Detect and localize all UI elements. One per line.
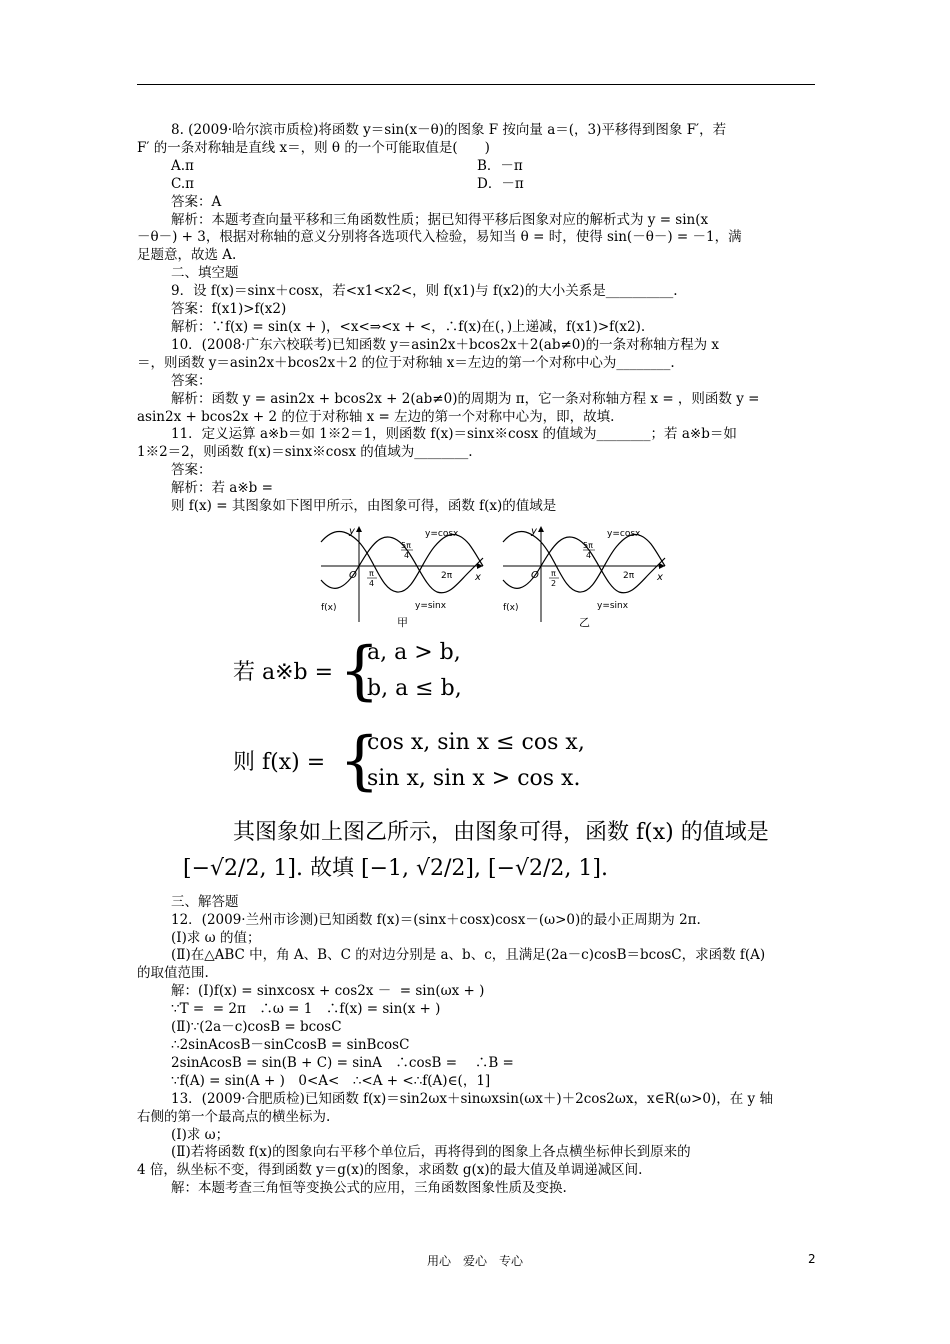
graph-yi bbox=[499, 522, 669, 634]
page-number: 2 bbox=[808, 1252, 816, 1266]
fig-jia-y-label: y bbox=[349, 525, 355, 537]
q8-stem-line2: F′ 的一条对称轴是直线 x＝，则 θ 的一个可能取值是( ) bbox=[137, 139, 490, 156]
piecewise-fx-case1: cos x, sin x ≤ cos x, bbox=[367, 729, 585, 755]
fig-yi-four: 4 bbox=[586, 550, 592, 560]
q13-part2-line2: 4 倍，纵坐标不变，得到函数 y＝g(x)的图象，求函数 g(x)的最大值及单调递减区间. bbox=[137, 1162, 643, 1179]
fig-yi-two: 2 bbox=[551, 578, 557, 588]
piecewise-a-b-case1: a, a > b, bbox=[367, 639, 461, 665]
fig-yi-y-label: y bbox=[531, 525, 537, 537]
fig-yi-x-label: x bbox=[657, 571, 663, 583]
q12-stem: 12．(2009·兰州市诊测)已知函数 f(x)＝(sinx＋cosx)cosx－(ω>0)的最小正周期为 2π. bbox=[171, 911, 701, 928]
graph-jia bbox=[317, 522, 487, 634]
q8-options-row2 bbox=[137, 176, 815, 194]
piecewise-fx-case2: sin x, sin x > cos x. bbox=[367, 765, 581, 791]
document-body bbox=[137, 122, 815, 1198]
q8-option-c: C.π bbox=[171, 175, 195, 192]
left-brace-icon: { bbox=[339, 633, 380, 708]
q8-explanation-line3: 足题意，故选 A. bbox=[137, 247, 237, 264]
q9-explanation: 解析：∵f(x) = sin(x + )，<x<⇒<x + <，∴f(x)在(，)上递减，f(x1)>f(x2). bbox=[171, 318, 646, 335]
q12-solution-line6: ∵f(A) = sin(A + ) 0<A< ∴<A + <∴f(A)∈(，1] bbox=[171, 1072, 491, 1089]
fig-jia-x-label: x bbox=[475, 571, 481, 583]
q13-part2-line1: (Ⅱ)若将函数 f(x)的图象向右平移个单位后，再将得到的图象上各点横坐标伸长到原来的 bbox=[171, 1144, 691, 1161]
fig-jia-sin-label: y=sinx bbox=[415, 600, 447, 611]
q13-part1: (Ⅰ)求 ω； bbox=[171, 1126, 230, 1143]
q10-stem-line1: 10．(2008·广东六校联考)已知函数 y＝asin2x＋bcos2x＋2(ab≠0)的一条对称轴方程为 x bbox=[171, 336, 720, 353]
q8-answer: 答案：A bbox=[171, 193, 222, 210]
q8-explanation-line1: 解析：本题考查向量平移和三角函数性质；据已知得平移后图象对应的解析式为 y = sin(x bbox=[171, 211, 709, 228]
graph-figures bbox=[137, 522, 815, 630]
fig-yi-pi: π bbox=[551, 568, 556, 578]
header-rule bbox=[137, 84, 815, 85]
q12-solution-line4: ∴2sinAcosB－sinCcosB = sinBcosC bbox=[171, 1037, 410, 1053]
q11-stem-line1: 11．定义运算 a※b＝如 1※2＝1，则函数 f(x)＝sinx※cosx 的值域为________；若 a※b＝如 bbox=[171, 426, 737, 443]
fig-jia-five-pi: 5π bbox=[401, 540, 411, 550]
q8-option-d: D．－π bbox=[477, 175, 524, 192]
section-fill-in-heading: 二、填空题 bbox=[171, 265, 239, 282]
fig-jia-four-b: 4 bbox=[369, 578, 375, 588]
q8-options-row1 bbox=[137, 158, 815, 176]
q12-solution-line5: 2sinAcosB = sin(B + C) = sinA ∴cosB = ∴B = bbox=[171, 1054, 519, 1071]
fig-jia-fx-label: f(x) bbox=[321, 602, 337, 613]
page-footer: 用心 爱心 专心 bbox=[426, 1254, 523, 1268]
q13-stem-line2: 右侧的第一个最高点的横坐标为. bbox=[137, 1108, 331, 1125]
graph-jia-svg bbox=[317, 522, 487, 628]
q11-explanation-line2: 则 f(x) = 其图象如下图甲所示，由图象可得，函数 f(x)的值域是 bbox=[171, 498, 557, 515]
fig-jia-four: 4 bbox=[404, 550, 410, 560]
fig-yi-five-pi: 5π bbox=[583, 540, 593, 550]
q12-part2-line2: 的取值范围. bbox=[137, 965, 209, 982]
fig-caption-yi: 乙 bbox=[579, 615, 590, 628]
q11-answer: 答案： bbox=[171, 462, 212, 479]
fig-jia-pi: π bbox=[369, 568, 374, 578]
fig-yi-fx-label: f(x) bbox=[503, 602, 519, 613]
q8-explanation-line2: －θ－) + 3，根据对称轴的意义分别将各选项代入检验，易知当 θ = 时，使得 sin(－θ－) = －1，满 bbox=[137, 229, 742, 246]
q10-answer: 答案： bbox=[171, 372, 212, 389]
q8-stem-line1: 8. (2009·哈尔滨市质检)将函数 y＝sin(x－θ)的图象 F 按向量 a＝(，3)平移得到图象 F′，若 bbox=[171, 122, 727, 138]
q9-answer: 答案：f(x1)>f(x2) bbox=[171, 301, 287, 318]
q13-solution-line1: 解：本题考查三角恒等变换公式的应用，三角函数图象性质及变换. bbox=[171, 1180, 567, 1197]
fig-caption-jia: 甲 bbox=[397, 615, 408, 628]
graph-yi-svg bbox=[499, 522, 669, 628]
q12-solution-line3: (Ⅱ)∵(2a－c)cosB = bcosC bbox=[171, 1019, 342, 1036]
fig-yi-two-pi: 2π bbox=[623, 570, 635, 581]
piecewise-a-b-lhs: 若 a※b = bbox=[233, 659, 334, 685]
left-brace-icon: { bbox=[339, 723, 380, 798]
fig-yi-cos-label: y=cosx bbox=[607, 528, 641, 539]
q9-stem: 9．设 f(x)＝sinx＋cosx，若<x1<x2<，则 f(x1)与 f(x2)的大小关系是__________. bbox=[171, 283, 678, 300]
fig-jia-origin: O bbox=[349, 569, 357, 581]
q10-stem-line2: ＝，则函数 y＝asin2x＋bcos2x＋2 的位于对称轴 x＝左边的第一个对称中心为________. bbox=[137, 354, 675, 371]
piecewise-fx-lhs: 则 f(x) = bbox=[233, 749, 326, 775]
formula-image-block bbox=[137, 633, 815, 881]
q13-stem-line1: 13．(2009·合肥质检)已知函数 f(x)＝sin2ωx＋sinωxsin(ωx＋)＋2cos2ωx，x∈R(ω>0)，在 y 轴 bbox=[171, 1090, 773, 1107]
range-conclusion-line2: [−√2/2, 1]. 故填 [−1, √2/2], [−√2/2, 1]. bbox=[183, 855, 608, 881]
fig-jia-two-pi: 2π bbox=[441, 570, 453, 581]
q12-solution-line1: 解：(Ⅰ)f(x) = sinxcosx + cos2x － = sin(ωx + ) bbox=[171, 983, 485, 1000]
q12-part2-line1: (Ⅱ)在△ABC 中，角 A、B、C 的对边分别是 a、b、c，且满足(2a－c)cosB＝bcosC，求函数 f(A) bbox=[171, 947, 766, 964]
section-answer-heading: 三、解答题 bbox=[171, 893, 239, 910]
q12-solution-line2: ∵T = = 2π ∴ω = 1 ∴f(x) = sin(x + ) bbox=[171, 1001, 441, 1018]
fig-jia-cos-label: y=cosx bbox=[425, 528, 459, 539]
q8-option-b: B．－π bbox=[477, 157, 523, 174]
q10-explanation-line1: 解析：函数 y = asin2x + bcos2x + 2(ab≠0)的周期为 π，它一条对称轴方程 x = ，则函数 y = bbox=[171, 390, 760, 407]
piecewise-fx bbox=[233, 723, 815, 802]
fig-yi-sin-label: y=sinx bbox=[597, 600, 629, 611]
q10-explanation-line2: asin2x + bcos2x + 2 的位于对称轴 x = 左边的第一个对称中心为，即，故填. bbox=[137, 408, 615, 425]
piecewise-a-b-case2: b, a ≤ b, bbox=[367, 675, 462, 701]
piecewise-a-b bbox=[233, 633, 815, 712]
q8-option-a: A.π bbox=[171, 157, 194, 174]
q12-part1: (Ⅰ)求 ω 的值； bbox=[171, 929, 261, 946]
q11-explanation-line1: 解析：若 a※b = bbox=[171, 480, 273, 497]
range-conclusion-line1: 其图象如上图乙所示，由图象可得，函数 f(x) 的值域是 bbox=[233, 819, 769, 845]
q11-stem-line2: 1※2＝2，则函数 f(x)＝sinx※cosx 的值域为________. bbox=[137, 444, 473, 461]
fig-yi-origin: O bbox=[531, 569, 539, 581]
